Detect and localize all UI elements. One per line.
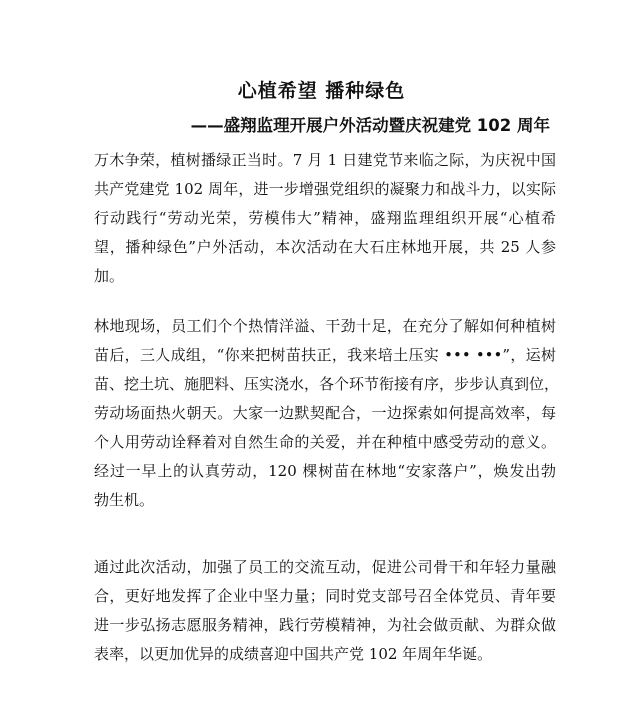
- paragraph-1: [94, 146, 556, 291]
- paragraph-line: 林地现场，员工们个个热情洋溢、干劲十足，在充分了解如何种植树: [94, 317, 556, 335]
- paragraph-line: 行动践行“劳动光荣，劳模伟大”精神，盛翔监理组织开展“心植希: [94, 209, 556, 227]
- paragraph-line: 劳动场面热火朝天。大家一边默契配合，一边探索如何提高效率，每: [94, 404, 556, 422]
- article-subtitle: ——盛翔监理开展户外活动暨庆祝建党 102 周年: [190, 116, 550, 135]
- paragraph-line: 个人用劳动诠释着对自然生命的关爱，并在种植中感受劳动的意义。: [94, 433, 556, 451]
- article-title: 心植希望 播种绿色: [237, 80, 406, 102]
- paragraph-line: 苗后，三人成组，“你来把树苗扶正，我来培土压实 ••• •••”，运树: [94, 346, 556, 364]
- paragraph-2: [94, 312, 560, 515]
- paragraph-line: 进一步弘扬志愿服务精神，践行劳模精神，为社会做贡献、为群众做: [94, 616, 556, 634]
- paragraph-line: 共产党建党 102 周年，进一步增强党组织的凝聚力和战斗力，以实际: [94, 180, 556, 198]
- paragraph-line: 通过此次活动，加强了员工的交流互动，促进公司骨干和年轻力量融: [94, 558, 556, 576]
- paragraph-line: 望，播种绿色”户外活动，本次活动在大石庄林地开展，共 25 人参: [94, 238, 556, 256]
- paragraph-3: [94, 553, 556, 669]
- paragraph-line: 表率，以更加优异的成绩喜迎中国共产党 102 年周年华诞。: [94, 645, 493, 663]
- paragraph-line: 万木争荣，植树播绿正当时。7 月 1 日建党节来临之际，为庆祝中国: [94, 151, 556, 169]
- paragraph-line: 加。: [94, 267, 125, 285]
- paragraph-line: 合，更好地发挥了企业中坚力量；同时党支部号召全体党员、青年要: [94, 587, 556, 605]
- paragraph-line: 苗、挖土坑、施肥料、压实浇水，各个环节衔接有序，步步认真到位，: [94, 375, 560, 393]
- paragraph-line: 勃生机。: [94, 491, 155, 509]
- paragraph-line: 经过一早上的认真劳动，120 棵树苗在林地“安家落户”，焕发出勃: [94, 462, 556, 480]
